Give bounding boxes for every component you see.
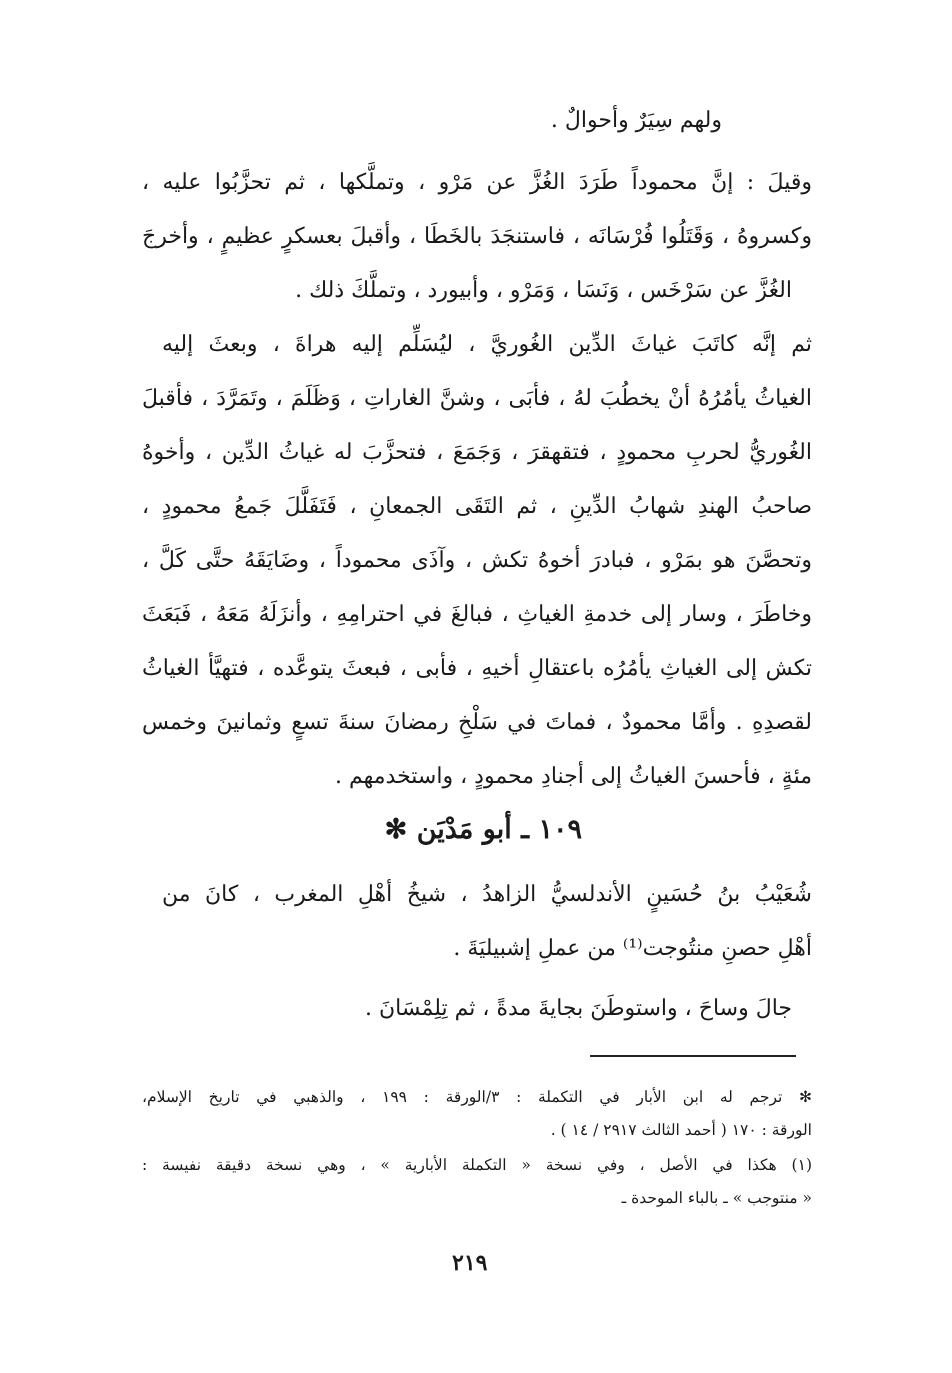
text-line: ولهم سِيَرٌ وأحوالٌ . [550, 108, 722, 133]
text-line: أهْلِ حصنِ منتُوجت⁽¹⁾ من عملِ إشبيليَةَ . [453, 936, 812, 961]
text-line: مئةٍ ، فأحسنَ الغياثُ إلى أجنادِ محمودٍ ، واستخدمهم . [334, 764, 812, 789]
footnote-separator [590, 1055, 796, 1057]
text-line: جالَ وساحَ ، واستوطَنَ بجايةَ مدةً ، ثم تِلِمْسَانَ . [365, 996, 792, 1021]
text-line: تكش إلى الغياثِ يأمُرُه باعتقالِ أخيهِ ، فأبى ، فبعثَ يتوعَّده ، فتهيَّأ الغياثُ [142, 656, 812, 681]
page-number: ٢١٩ [452, 1250, 488, 1276]
text-line: الغياثُ يأمُرُهُ أنْ يخطُبَ لهُ ، فأبَى ، وشنَّ الغاراتِ ، وَظَلَمَ ، وتَمَرَّدَ ، فأقبلَ [142, 386, 812, 411]
footnote-line: ✻ ترجم له ابن الأبار في التكملة : ٣/الورقة : ١٩٩ ، والذهبي في تاريخ الإسلام، [142, 1088, 812, 1106]
text-line: ثم إنَّه كاتَبَ غياثَ الدِّين الغُوريَّ ، ليُسَلِّم إليه هراةَ ، وبعثَ إليه [162, 332, 812, 357]
text-line: الغُزَّ عن سَرْخَس ، وَنَسَا ، وَمَرْو ، وأبيورد ، وتملَّكَ ذلك . [295, 278, 792, 303]
footnote-line: « منتوجب » ـ بالباء الموحدة ـ [621, 1189, 812, 1207]
text-line: وكسروهُ ، وَقَتَلُوا فُرْسَانَه ، فاستنجَدَ بالخَطَا ، وأقبلَ بعسكرٍ عظيمٍ ، وأخرجَ [142, 224, 812, 249]
text-line: وتحصَّنَ هو بمَرْو ، فبادرَ أخوهُ تكش ، وآذَى محموداً ، وضَايَقَهُ حتَّى كَلَّ ، [142, 548, 812, 573]
text-line: صاحبُ الهندِ شهابُ الدِّينِ ، ثم التَقَى الجمعانِ ، فَتَفَلَّلَ جَمعُ محمودٍ ، [142, 494, 812, 519]
text-line: شُعَيْبُ بنُ حُسَينٍ الأندلسيُّ الزاهدُ ، شيخُ أهْلِ المغرب ، كانَ من [162, 882, 812, 907]
text-line: لقصدِهِ . وأمَّا محمودٌ ، فماتَ في سَلْخِ رمضانَ سنةَ تسعٍ وثمانينَ وخمس [142, 710, 812, 735]
text-line: وقيلَ : إنَّ محموداً طَرَدَ الغُزَّ عن مَرْو ، وتملَّكها ، ثم تحزَّبُوا عليه ، [142, 170, 812, 195]
footnote-line: (١) هكذا في الأصل ، وفي نسخة « التكملة الأبارية » ، وهي نسخة دقيقة نفيسة : [142, 1156, 812, 1174]
text-line: وخاطَرَ ، وسار إلى خدمةِ الغياثِ ، فبالغَ في احترامِهِ ، وأنزَلَهُ مَعَهُ ، فَبَعَثَ [142, 602, 812, 627]
text-line: الغُوريُّ لحربِ محمودٍ ، فتقهقرَ ، وَجَمَعَ ، فتحزَّبَ له غياثُ الدِّين ، وأخوهُ [142, 440, 812, 465]
section-heading: ١٠٩ ـ أبو مَدْيَن ✻ [384, 814, 582, 845]
footnote-line: الورقة : ١٧٠ ( أحمد الثالث ٢٩١٧ / ١٤ ) . [550, 1121, 812, 1139]
